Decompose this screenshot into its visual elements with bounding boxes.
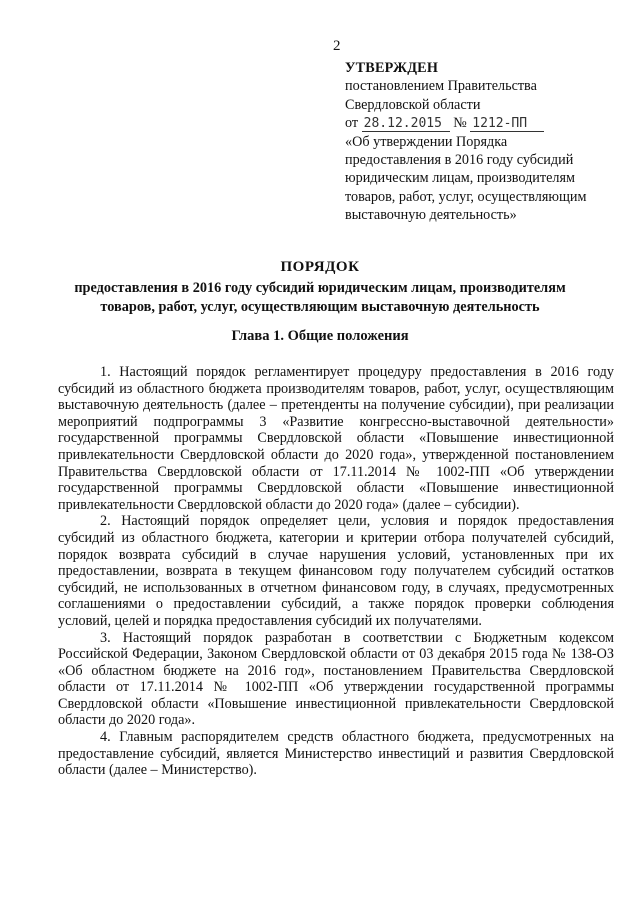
document-body xyxy=(58,364,614,779)
approval-line: Свердловской области xyxy=(345,96,481,113)
approval-number: 1212-ПП xyxy=(470,117,544,132)
approval-heading: УТВЕРЖДЕН xyxy=(345,60,439,76)
approval-about-line: предоставления в 2016 году субсидий xyxy=(345,152,574,169)
page-number: 2 xyxy=(333,38,341,54)
approval-about-line: выставочную деятельность» xyxy=(345,207,517,224)
number-sign: № xyxy=(453,115,467,132)
subtitle-line: предоставления в 2016 году субсидий юридическим лицам, производителям xyxy=(74,280,566,296)
approval-about-line: товаров, работ, услуг, осуществляющим xyxy=(345,188,587,205)
paragraph: 2. Настоящий порядок определяет цели, условия и порядок предоставления субсидий из областного бюджета, категории и критерии отбора получателей субсидий, порядок возврата субсидий в случае нарушения условий, установленных при их предоставлении, возврата в текущем финансовом году получателем субсидий остатков субсидий, не использованных в отчетном финансовом году, в случаях, предусмотренных соглашениями о предоставлении субсидий, а также порядок проверки соблюдения условий, целей и порядка предоставления субсидий их получателями. xyxy=(58,513,614,629)
approval-stamp xyxy=(345,59,630,225)
paragraph: 3. Настоящий порядок разработан в соответствии с Бюджетным кодексом Российской Федерации, Законом Свердловской области от 03 декабря 2015 года № 138-ОЗ «Об областном бюджете на 2016 год», постановлением Правительства Свердловской области от 17.11.2014 № 1002-ПП «Об утверждении государственной программы Свердловской области «Повышение инвестиционной привлекательности Свердловской области до 2020 года». xyxy=(58,629,614,729)
approval-date: 28.12.2015 xyxy=(362,117,450,132)
subtitle-line: товаров, работ, услуг, осуществляющим выставочную деятельность xyxy=(100,298,540,315)
document-subtitle xyxy=(40,279,600,316)
approval-line: постановлением Правительства xyxy=(345,78,537,95)
paragraph: 1. Настоящий порядок регламентирует процедуру предоставления в 2016 году субсидий из областного бюджета производителям товаров, работ, услуг, осуществляющим выставочную деятельность (далее – претенденты на получение субсидии), при реализации мероприятий подпрограммы 3 «Развитие конгрессно-выставочной деятельности» государственной программы Свердловской области «Повышение инвестиционной привлекательности Свердловской области до 2020 года», утвержденной постановлением Правительства Свердловской области от 17.11.2014 № 1002-ПП «Об утверждении государственной программы Свердловской области «Повышение инвестиционной привлекательности Свердловской области до 2020 года» (далее – субсидии). xyxy=(58,364,614,513)
approval-date-line xyxy=(345,114,630,132)
approval-about-line: «Об утверждении Порядка xyxy=(345,133,508,150)
approval-about-line: юридическим лицам, производителям xyxy=(345,170,575,187)
document-title: ПОРЯДОК xyxy=(280,259,360,275)
chapter-heading: Глава 1. Общие положения xyxy=(231,328,409,344)
from-label: от xyxy=(345,115,359,132)
paragraph: 4. Главным распорядителем средств областного бюджета, предусмотренных на предоставление субсидий, является Министерство инвестиций и развития Свердловской области (далее – Министерство). xyxy=(58,729,614,779)
